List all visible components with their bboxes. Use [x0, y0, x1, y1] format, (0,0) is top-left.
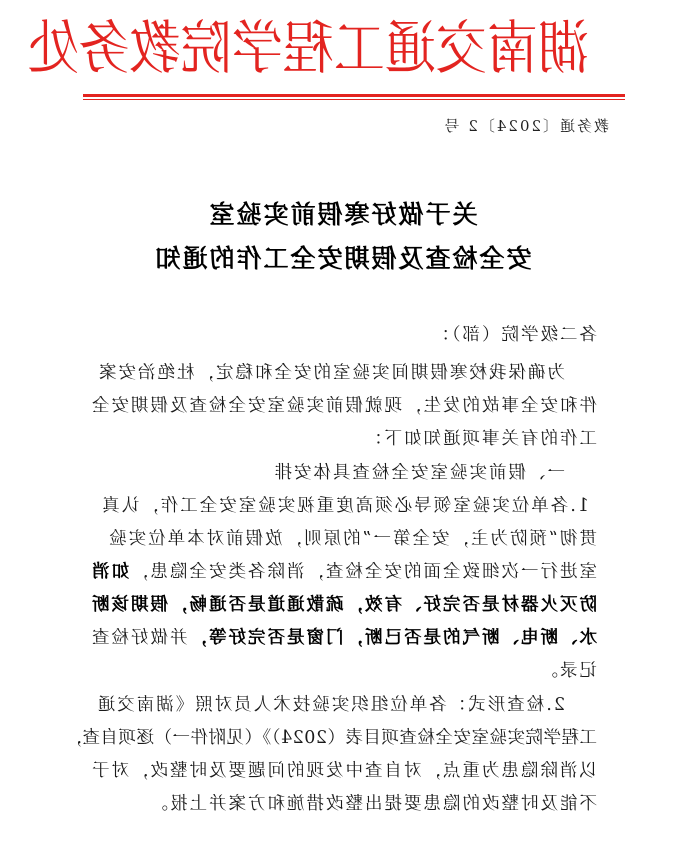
paragraph-1-line-3: 工作的有关事项通知如下：: [363, 429, 597, 449]
paragraph-2-line-3-text: 室进行一次细致全面的安全检查，消除各类安全隐患，: [129, 562, 597, 582]
paragraph-3-line-2: 工程学院实验室安全检查项目表（2024）》（见附件一）逐项自查，: [63, 728, 597, 748]
paragraph-3-line-3: 以消除隐患为重点，对自查中发现的问题要及时整改，对于: [90, 761, 597, 781]
document-title-line-2: 安全检查及假期安全工作的通知: [153, 244, 532, 273]
paragraph-2-line-3-emphasis: 如消: [90, 562, 129, 582]
salutation: 各二级学院（部）：: [430, 325, 597, 345]
paragraph-3-line-4: 不能及时整改的隐患要提出整改措施和方案并上报。: [148, 794, 597, 814]
paragraph-2-line-5: [90, 626, 597, 650]
paragraph-2-line-4-emphasis: 防灭火器材是否完好、有效，疏散通道是否通畅，假期该断: [90, 595, 597, 615]
paragraph-2-line-1: 1.各单位实验室领导必须高度重视实验室安全工作，认真: [100, 496, 589, 516]
paragraph-2-line-5-text: 并做好检查: [90, 628, 188, 648]
paragraph-2-line-3: [90, 560, 597, 584]
letterhead-org-name: 湖南交通工程学院教务处: [27, 14, 589, 82]
paragraph-2-line-2: 贯彻“预防为主，安全第一”的原则，放假前对本单位实验: [107, 529, 597, 549]
paragraph-2-line-6: 记录。: [538, 661, 597, 681]
paragraph-1-line-1: 为确保我校寒假期间实验室的安全和稳定，杜绝治安案: [97, 363, 565, 383]
letterhead-rule-thick: [83, 94, 625, 97]
paragraph-1-line-2: 件和安全事故的发生，现就假前实验室安全检查及假期安全: [90, 396, 597, 416]
section-heading-1: 一、假前实验室安全检查具体安排: [272, 463, 565, 483]
letterhead-rule-thin: [83, 99, 625, 100]
document-title-line-1: 关于做好寒假前实验室: [207, 200, 478, 229]
paragraph-2-line-5-emphasis: 水、断电、断气的是否已断，门窗是否完好等，: [187, 628, 597, 648]
paragraph-3-line-1: 2.检查形式：各单位组织实验技术人员对照《湖南交通: [95, 695, 565, 715]
document-number: 教务通〔2024〕2 号: [442, 117, 609, 135]
